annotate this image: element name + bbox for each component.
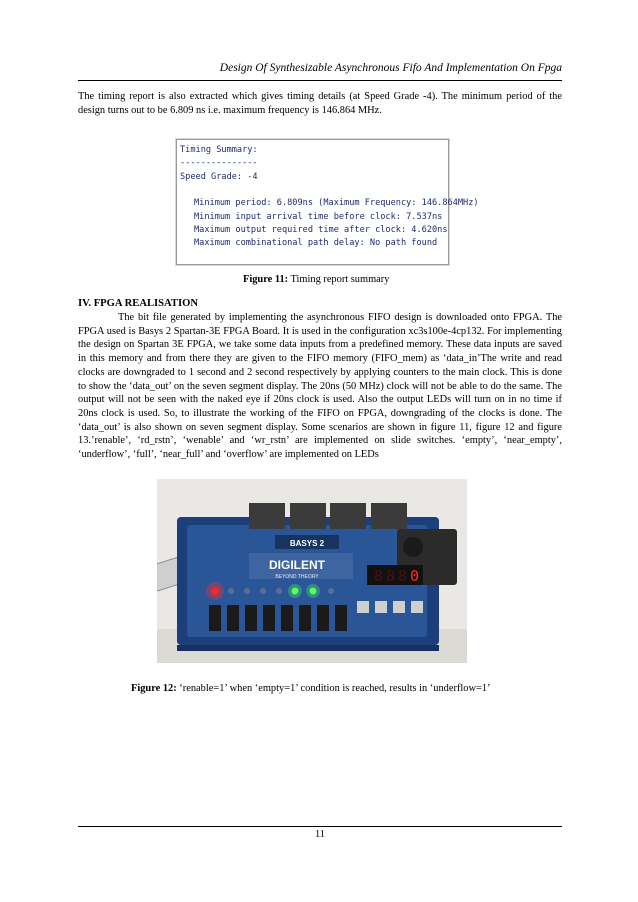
header-rule [78,80,562,81]
seven-seg-digit: 8 [386,567,396,585]
board-illustration [157,479,467,663]
figure-12-caption [131,683,491,694]
report-line: Timing Summary: [180,145,258,155]
running-header: Design Of Synthesizable Asynchronous Fifo And Implementation On Fpga [219,62,562,74]
board-tagline: BEYOND THEORY [275,574,319,580]
section-body [78,311,562,462]
report-line: --------------- [180,158,258,168]
timing-report-figure [176,139,479,265]
caption-text: ‘renable=1’ when ‘empty=1’ condition is reached, results in ‘underflow=1’ [176,683,491,694]
caption-text: Timing report summary [288,274,390,285]
section-body-text: The bit file generated by implementing the asynchronous FIFO design is downloaded onto FPGA. The FPGA used is Basys 2 Spartan-3E FPGA Board. It is used in the configuration xc3s100e-4cp132. For implementing the design on Spartan 3E FPGA, we take some data inputs from a predefined memory. These data inputs are saved in this memory and from there they are given to the FIFO memory (FIFO_mem) as ‘data_in’The write and read clocks are downgraded to 1 second and 2 second respectively by applying counters to the main clock. This is done to show the ‘data_out’ on the seven segment display. The 20ns (50 MHz) clock will not be able to do the same. The output will not be seen with the naked eye if 20ns clock is used. Also the output LEDs will turn on in no time if 20ns clock is used. So, to illustrate the working of the FIFO on FPGA, downgrading of the clocks is done. The ‘data_out’ is also shown on seven segment display. Some scenarios are shown in figure 11, figure 12 and figure 13.’renable’, ‘rd_rstn’, ‘wenable’ and ‘wr_rstn’ are implemented on slide switches. ‘empty’, ‘near_empty’, ‘underflow’, ‘full’, ‘near_full’ and ‘overflow’ are implemented on LEDs [78,312,562,461]
report-line: Minimum period: 6.809ns (Maximum Frequency: 146.864MHz) [194,198,479,208]
report-line: Maximum combinational path delay: No path found [194,238,438,248]
board-name: BASYS 2 [289,539,325,548]
seven-seg-digit: 8 [374,567,384,585]
fpga-board-photo [157,479,467,663]
report-line: Speed Grade: -4 [180,172,258,182]
figure-11-caption [243,274,389,285]
seven-seg-digit: 0 [410,567,420,585]
seven-seg-digit: 8 [398,567,408,585]
board-brand: DIGILENT [269,558,325,572]
footer-rule [78,826,562,827]
intro-paragraph: The timing report is also extracted which gives timing details (at Speed Grade -4). The minimum period of the design turns out to be 6.809 ns i.e. maximum frequency is 146.864 MHz. [78,91,562,116]
caption-label: Figure 11: [243,274,289,285]
section-heading: IV. FPGA REALISATION [78,298,198,309]
caption-label: Figure 12: [131,683,177,694]
report-line: Maximum output required time after clock: 4.620ns [194,225,448,235]
report-line: Minimum input arrival time before clock: 7.537ns [194,212,443,222]
page-number: 11 [314,829,325,840]
